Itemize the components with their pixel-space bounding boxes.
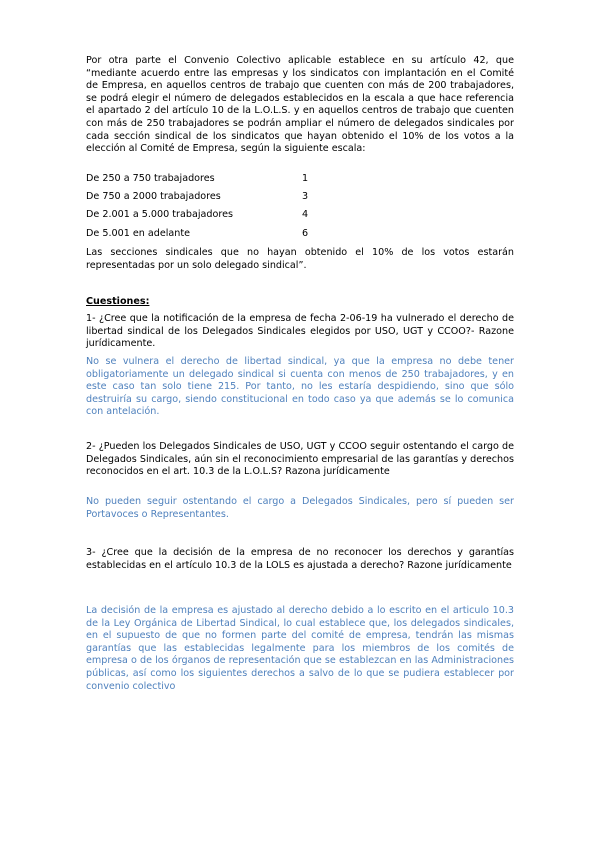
scale-row xyxy=(86,209,346,222)
answer-3: La decisión de la empresa es ajustado al derecho debido a lo escrito en el articulo 10.3 de la Ley Orgánica de Libertad Sindical, lo cual establece que, los delegados sindicales, en el supuesto de que no formen parte del comité de empresa, tendrán las mismas garantías que las establecidas legalmente para los miembros de los comités de empresa o de los órganos de representación que se establezcan en las Administraciones públicas, así como los siguientes derechos a salvo de lo que se pudiera establecer por convenio colectivo xyxy=(86,605,514,692)
closing-paragraph: Las secciones sindicales que no hayan obtenido el 10% de los votos estarán representadas por un solo delegado sindical”. xyxy=(86,247,514,271)
scale-delegates: 4 xyxy=(302,209,309,220)
scale-delegates: 6 xyxy=(302,228,309,239)
question-3: 3- ¿Cree que la decisión de la empresa de no reconocer los derechos y garantías establecidas en el artículo 10.3 de la LOLS es ajustada a derecho? Razone jurídicamente xyxy=(86,547,514,571)
scale-range: De 250 a 750 trabajadores xyxy=(86,173,215,184)
scale-row xyxy=(86,191,346,204)
scale-delegates: 3 xyxy=(302,191,309,202)
scale-row xyxy=(86,173,346,186)
scale-row xyxy=(86,228,346,241)
scale-range: De 5.001 en adelante xyxy=(86,228,191,239)
scale-range: De 750 a 2000 trabajadores xyxy=(86,191,221,202)
scale-range: De 2.001 a 5.000 trabajadores xyxy=(86,209,233,220)
answer-1: No se vulnera el derecho de libertad sindical, ya que la empresa no debe tener obligatoriamente un delegado sindical si cuenta con menos de 250 trabajadores, y en este caso tan solo tiene 215. Por tanto, no les estaría despidiendo, sino que sólo destruiría su cargo, siendo constitucional en todo caso ya que además se lo comunica con antelación. xyxy=(86,356,514,418)
intro-paragraph: Por otra parte el Convenio Colectivo aplicable establece en su artículo 42, que “mediante acuerdo entre las empresas y los sindicatos con implantación en el Comité de Empresa, en aquellos centros de trabajo que cuenten con más de 200 trabajadores, se podrá elegir el número de delegados establecidos en la escala a que hace referencia el apartado 2 del artículo 10 de la L.O.L.S. y en aquellos centros de trabajo que cuenten con más de 250 trabajadores se podrán ampliar el número de delegados sindicales por cada sección sindical de los sindicatos que hayan obtenido el 10% de los votos a la elección al Comité de Empresa, según la siguiente escala: xyxy=(86,55,514,155)
question-1: 1- ¿Cree que la notificación de la empresa de fecha 2-06-19 ha vulnerado el derecho de libertad sindical de los Delegados Sindicales elegidos por USO, UGT y CCOO?- Razone jurídicamente. xyxy=(86,313,514,350)
answer-2: No pueden seguir ostentando el cargo a Delegados Sindicales, pero sí pueden ser Portavoces o Representantes. xyxy=(86,496,514,520)
questions-heading: Cuestiones: xyxy=(86,296,150,307)
question-2: 2- ¿Pueden los Delegados Sindicales de USO, UGT y CCOO seguir ostentando el cargo de Delegados Sindicales, aún sin el reconocimiento empresarial de las garantías y derechos reconocidos en el art. 10.3 de la L.O.L.S? Razona jurídicamente xyxy=(86,441,514,478)
scale-delegates: 1 xyxy=(302,173,309,184)
